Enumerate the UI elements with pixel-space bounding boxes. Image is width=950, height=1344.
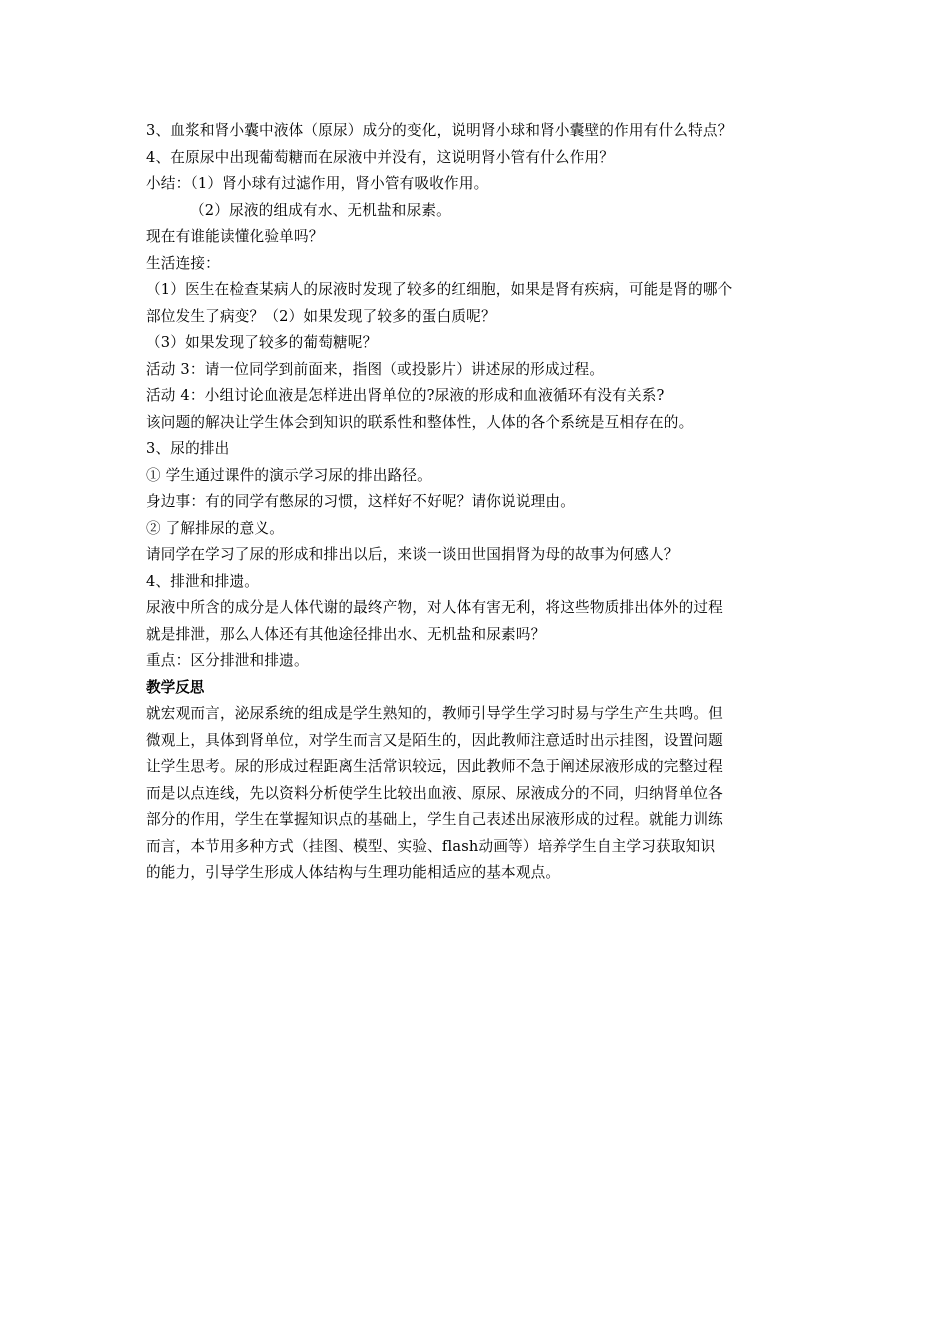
life-connection-label: 生活连接： — [146, 254, 220, 272]
document-page — [146, 118, 808, 887]
activity-4-note: 该问题的解决让学生体会到知识的联系性和整体性，人体的各个系统是互相存在的。 — [146, 413, 694, 431]
reflection-line-3: 让学生思考。尿的形成过程距离生活常识较远，因此教师不急于阐述尿液形成的完整过程 — [146, 758, 723, 775]
summary-line-2: （2）尿液的组成有水、无机盐和尿素。 — [190, 201, 451, 219]
life-question-1b: 部位发生了病变？（2）如果发现了较多的蛋白质呢？ — [146, 307, 496, 325]
life-question-1a: （1）医生在检查某病人的尿液时发现了较多的红细胞，如果是肾有疾病，可能是肾的哪个 — [146, 281, 733, 298]
section-excretion-egestion: 4、排泄和排遗。 — [146, 572, 260, 590]
story-question: 请同学在学习了尿的形成和排出以后，来谈一谈田世国捐肾为母的故事为何感人？ — [146, 546, 679, 563]
excretion-point-2: ② 了解排尿的意义。 — [146, 519, 284, 537]
activity-4-line: 活动 4：小组讨论血液是怎样进出肾单位的?尿液的形成和血液循环有没有关系? — [146, 387, 665, 404]
reflection-line-7: 的能力，引导学生形成人体结构与生理功能相适应的基本观点。 — [146, 864, 561, 881]
reflection-line-4: 而是以点连线，先以资料分析使学生比较出血液、原尿、尿液成分的不同，归纳肾单位各 — [146, 784, 723, 802]
reflection-line-6: 而言，本节用多种方式（挂图、模型、实验、flash动画等）培养学生自主学习获取知识 — [146, 837, 716, 855]
excretion-point-1: ① 学生通过课件的演示学习尿的排出路径。 — [146, 466, 432, 484]
lab-report-question: 现在有谁能读懂化验单吗？ — [146, 228, 324, 245]
life-question-3: （3）如果发现了较多的葡萄糖呢？ — [146, 334, 378, 351]
summary-line-1: 小结：（1）肾小球有过滤作用，肾小管有吸收作用。 — [146, 175, 489, 192]
key-point-line: 重点：区分排泄和排遗。 — [146, 652, 309, 669]
question-4-line: 4、在原尿中出现葡萄糖而在尿液中并没有，这说明肾小管有什么作用？ — [146, 148, 615, 166]
excretion-paragraph-line-2: 就是排泄，那么人体还有其他途径排出水、无机盐和尿素吗？ — [146, 625, 546, 643]
daily-life-question: 身边事：有的同学有憋尿的习惯，这样好不好呢？请你说说理由。 — [146, 493, 576, 510]
section-urine-excretion: 3、尿的排出 — [146, 440, 230, 457]
reflection-line-1: 就宏观而言，泌尿系统的组成是学生熟知的，教师引导学生学习时易与学生产生共鸣。但 — [146, 705, 723, 722]
reflection-heading: 教学反思 — [146, 678, 205, 696]
question-3-line: 3、血浆和肾小囊中液体（原尿）成分的变化，说明肾小球和肾小囊壁的作用有什么特点？ — [146, 122, 733, 139]
reflection-line-2: 微观上，具体到肾单位，对学生而言又是陌生的，因此教师注意适时出示挂图，设置问题 — [146, 731, 723, 749]
excretion-paragraph-line-1: 尿液中所含的成分是人体代谢的最终产物，对人体有害无利，将这些物质排出体外的过程 — [146, 599, 723, 616]
reflection-line-5: 部分的作用，学生在掌握知识点的基础上，学生自己表述出尿液形成的过程。就能力训练 — [146, 811, 723, 828]
activity-3-line: 活动 3：请一位同学到前面来，指图（或投影片）讲述尿的形成过程。 — [146, 360, 605, 378]
